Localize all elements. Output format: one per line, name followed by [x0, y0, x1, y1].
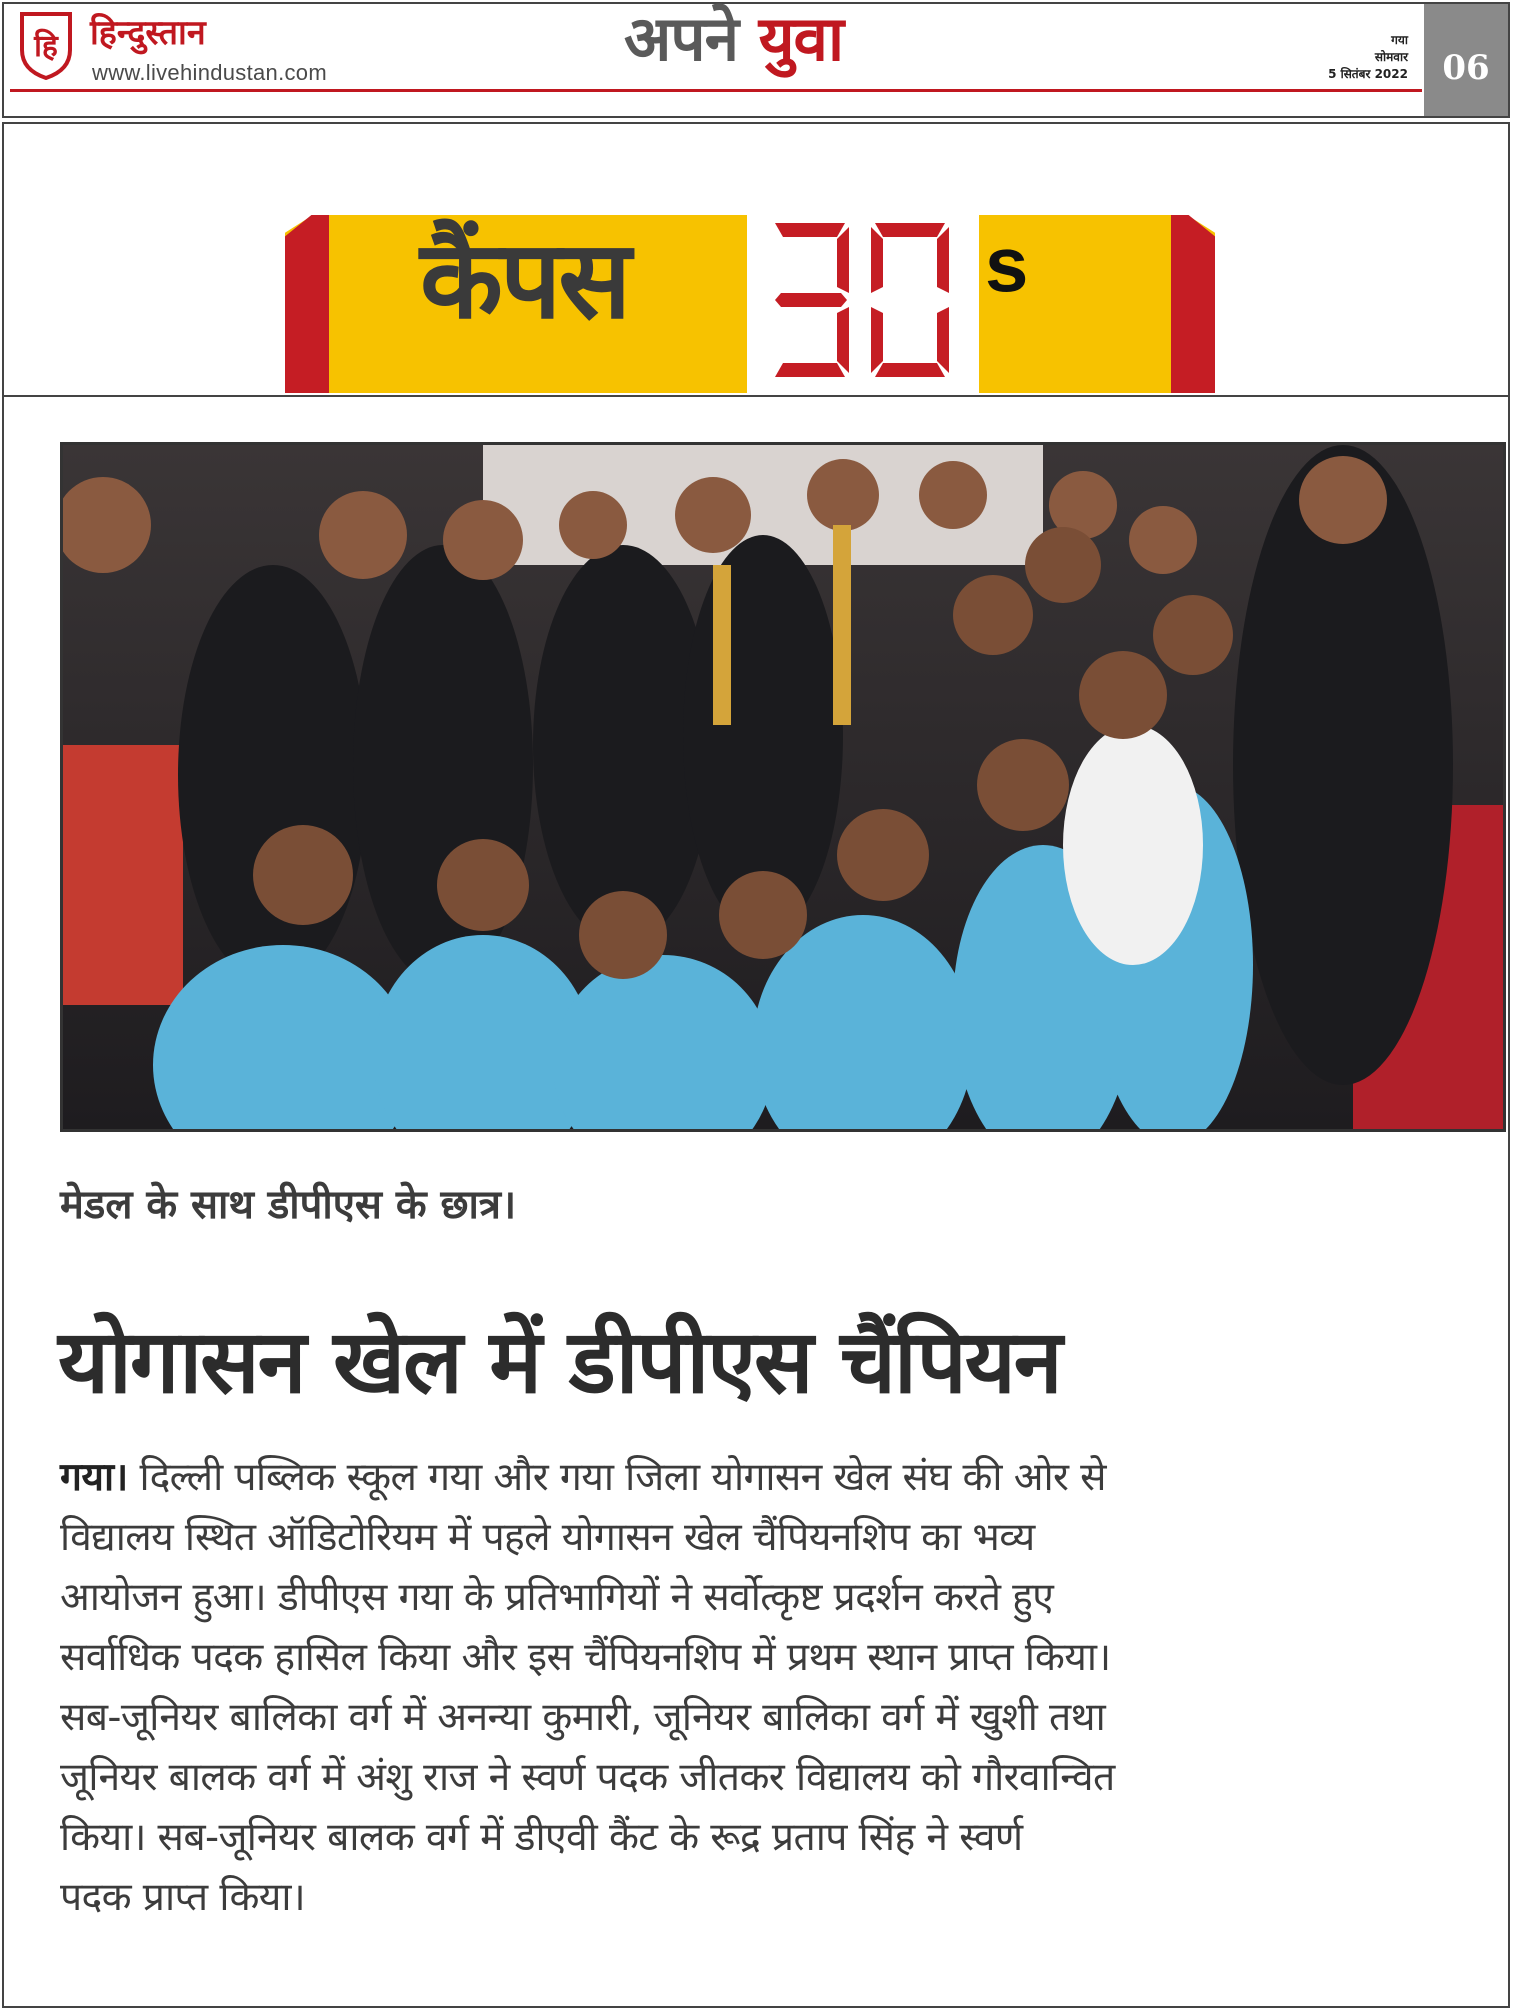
hindustan-logo-icon: [18, 10, 74, 80]
banner-digital-number: [757, 215, 967, 385]
edition-day: सोमवार: [1374, 50, 1408, 64]
section-title: [624, 2, 844, 75]
banner-suffix: s: [985, 220, 1029, 308]
body-line: आयोजन हुआ। डीपीएस गया के प्रतिभागियों ने सर्वोत्कृष्ट प्रदर्शन करते हुए: [60, 1575, 1054, 1620]
section-title-word1: अपने: [624, 2, 738, 75]
body-line: सर्वाधिक पदक हासिल किया और इस चैंपियनशिप में प्रथम स्थान प्राप्त किया।: [60, 1635, 1111, 1680]
article-body: [60, 1448, 1500, 1928]
group-photo-icon: [63, 445, 1503, 1129]
article-headline: योगासन खेल में डीपीएस चैंपियन: [58, 1310, 1061, 1413]
section-title-word2: युवा: [758, 2, 844, 75]
body-line: [60, 1448, 1500, 1508]
body-line: किया। सब-जूनियर बालक वर्ग में डीएवी कैंट के रूद्र प्रताप सिंह ने स्वर्ण: [60, 1815, 1023, 1860]
body-line: सब-जूनियर बालिका वर्ग में अनन्या कुमारी, जूनियर बालिका वर्ग में खुशी तथा: [60, 1695, 1106, 1740]
page-number: 06: [1442, 48, 1490, 88]
banner-divider: [2, 395, 1510, 397]
header-rule: [10, 89, 1422, 92]
photo-caption: मेडल के साथ डीपीएस के छात्र।: [60, 1182, 517, 1228]
dateline: गया।: [60, 1455, 128, 1500]
body-line: पदक प्राप्त किया।: [60, 1875, 306, 1920]
body-line: विद्यालय स्थित ऑडिटोरियम में पहले योगासन खेल चैंपियनशिप का भव्य: [60, 1515, 1035, 1560]
campus-banner: [285, 215, 1215, 393]
group-photo: [60, 442, 1506, 1132]
brand-name: हिन्दुस्तान: [90, 13, 206, 53]
logo-letter: हि: [34, 29, 58, 64]
body-line-text: दिल्ली पब्लिक स्कूल गया और गया जिला योगासन खेल संघ की ओर से: [127, 1455, 1106, 1500]
page-number-tab: [1424, 4, 1508, 116]
edition-meta: [1328, 32, 1408, 83]
page-header: [2, 2, 1510, 118]
banner-word: कैंपस: [420, 218, 629, 343]
body-line: जूनियर बालक वर्ग में अंशु राज ने स्वर्ण पदक जीतकर विद्यालय को गौरवान्वित: [60, 1755, 1115, 1800]
website-url: www.livehindustan.com: [92, 60, 327, 85]
banner-right-cap: [1171, 215, 1215, 393]
edition-date: 5 सितंबर 2022: [1328, 67, 1408, 81]
banner-left-cap: [285, 215, 329, 393]
edition-city: गया: [1391, 33, 1408, 47]
